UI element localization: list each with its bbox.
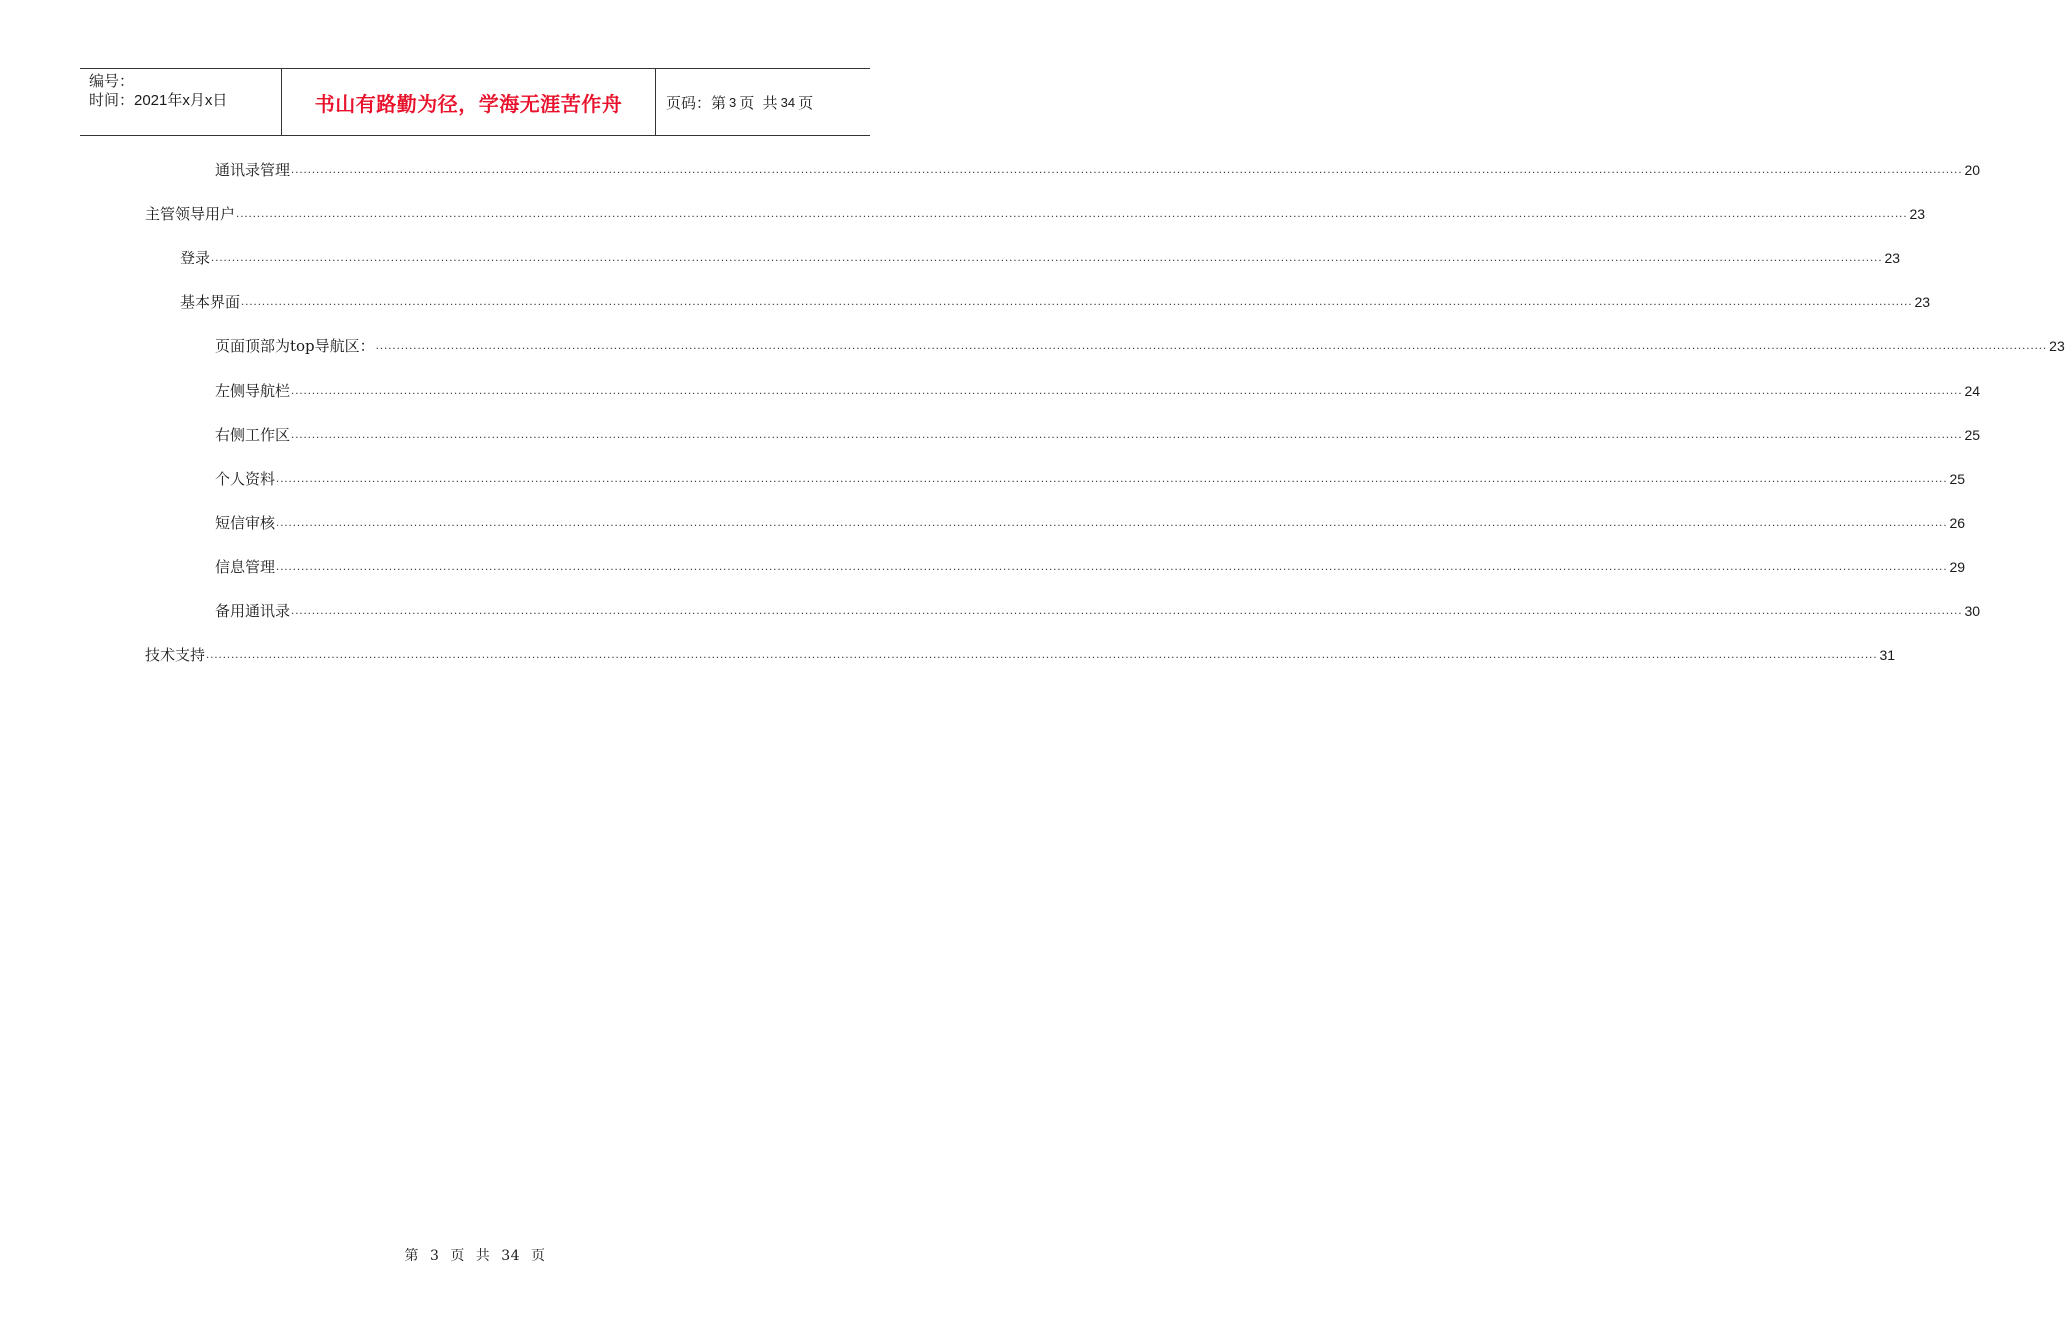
toc-entry[interactable]: [180, 291, 1931, 313]
toc-leader-dots: ................................................................................................................................................................................................................................................................................................................................................................................................................: [241, 297, 1913, 308]
toc-leader-dots: ................................................................................................................................................................................................................................................................................................................................................................................................................: [291, 386, 1963, 397]
toc-entry-label: 技术支持: [145, 646, 206, 664]
toc-leader-dots: ................................................................................................................................................................................................................................................................................................................................................................................................................: [211, 253, 1883, 264]
toc-leader-dots: ................................................................................................................................................................................................................................................................................................................................................................................................................: [291, 165, 1963, 176]
toc-entry-page: 23: [1909, 206, 1926, 222]
header-meta: [89, 72, 227, 110]
toc-entry-page: 23: [1884, 250, 1901, 266]
toc-entry-label: 主管领导用户: [145, 205, 236, 223]
toc-entry-page: 25: [1964, 427, 1981, 443]
toc-entry-page: 25: [1949, 471, 1966, 487]
toc-entry-page: 20: [1964, 162, 1981, 178]
toc-entry-label: 页面顶部为top导航区：: [215, 337, 375, 355]
toc-entry-label: 个人资料: [215, 470, 276, 488]
header-motto: 书山有路勤为径，学海无涯苦作舟: [314, 91, 623, 116]
page-header: [80, 68, 870, 136]
header-page-total: 34: [780, 94, 796, 110]
toc-entry[interactable]: [215, 600, 1981, 622]
footer-prefix: 第: [404, 1248, 419, 1264]
header-page-current: 3: [729, 94, 737, 110]
toc-entry-label: 备用通讯录: [215, 602, 291, 620]
header-time-label: 时间：2021年x月x日: [89, 92, 228, 109]
footer-mid2: 共: [475, 1248, 491, 1264]
toc-leader-dots: ................................................................................................................................................................................................................................................................................................................................................................................................................: [276, 562, 1948, 573]
header-divider: [655, 69, 656, 135]
toc-entry-label: 左侧导航栏: [215, 382, 291, 400]
toc-entry[interactable]: [215, 512, 1966, 534]
toc-entry-label: 登录: [180, 249, 211, 267]
toc-entry-page: 23: [1914, 294, 1931, 310]
toc-leader-dots: ................................................................................................................................................................................................................................................................................................................................................................................................................: [291, 430, 1963, 441]
footer-current-page: 3: [429, 1248, 440, 1264]
toc-entry[interactable]: [145, 644, 1896, 666]
header-page-mid: 页 共: [739, 94, 778, 112]
page-footer: [0, 1245, 950, 1265]
toc-entry-page: 23: [2049, 338, 2065, 354]
toc-entry[interactable]: [215, 335, 2065, 357]
header-page-number: [666, 69, 813, 135]
toc-entry[interactable]: [215, 468, 1966, 490]
toc-leader-dots: ................................................................................................................................................................................................................................................................................................................................................................................................................: [276, 474, 1948, 485]
toc-entry-page: 30: [1964, 603, 1981, 619]
toc-entry[interactable]: [180, 247, 1901, 269]
toc-entry[interactable]: [145, 203, 1926, 225]
toc-leader-dots: ................................................................................................................................................................................................................................................................................................................................................................................................................: [276, 518, 1948, 529]
toc-entry-page: 24: [1964, 383, 1981, 399]
toc-entry-label: 通讯录管理: [215, 161, 291, 179]
toc-entry[interactable]: [215, 380, 1981, 402]
toc-entry-page: 26: [1949, 515, 1966, 531]
toc-entry-page: 29: [1949, 559, 1966, 575]
header-id-label: 编号：: [89, 73, 135, 90]
toc-leader-dots: ................................................................................................................................................................................................................................................................................................................................................................................................................: [375, 341, 2048, 352]
toc-entry-label: 基本界面: [180, 293, 241, 311]
toc-leader-dots: ................................................................................................................................................................................................................................................................................................................................................................................................................: [206, 650, 1878, 661]
header-page-prefix: 页码：第: [666, 94, 727, 112]
toc-entry[interactable]: [215, 424, 1981, 446]
footer-mid1: 页: [450, 1248, 465, 1264]
toc-entry[interactable]: [215, 159, 1981, 181]
footer-suffix: 页: [531, 1248, 546, 1264]
toc-entry-label: 短信审核: [215, 514, 276, 532]
toc-leader-dots: ................................................................................................................................................................................................................................................................................................................................................................................................................: [291, 606, 1963, 617]
toc-entry-label: 信息管理: [215, 558, 276, 576]
toc-leader-dots: ................................................................................................................................................................................................................................................................................................................................................................................................................: [236, 209, 1908, 220]
toc-entry-label: 右侧工作区: [215, 426, 291, 444]
toc-entry-page: 31: [1879, 647, 1896, 663]
toc-entry[interactable]: [215, 556, 1966, 578]
footer-total-pages: 34: [501, 1248, 521, 1264]
header-page-suffix: 页: [798, 94, 814, 112]
